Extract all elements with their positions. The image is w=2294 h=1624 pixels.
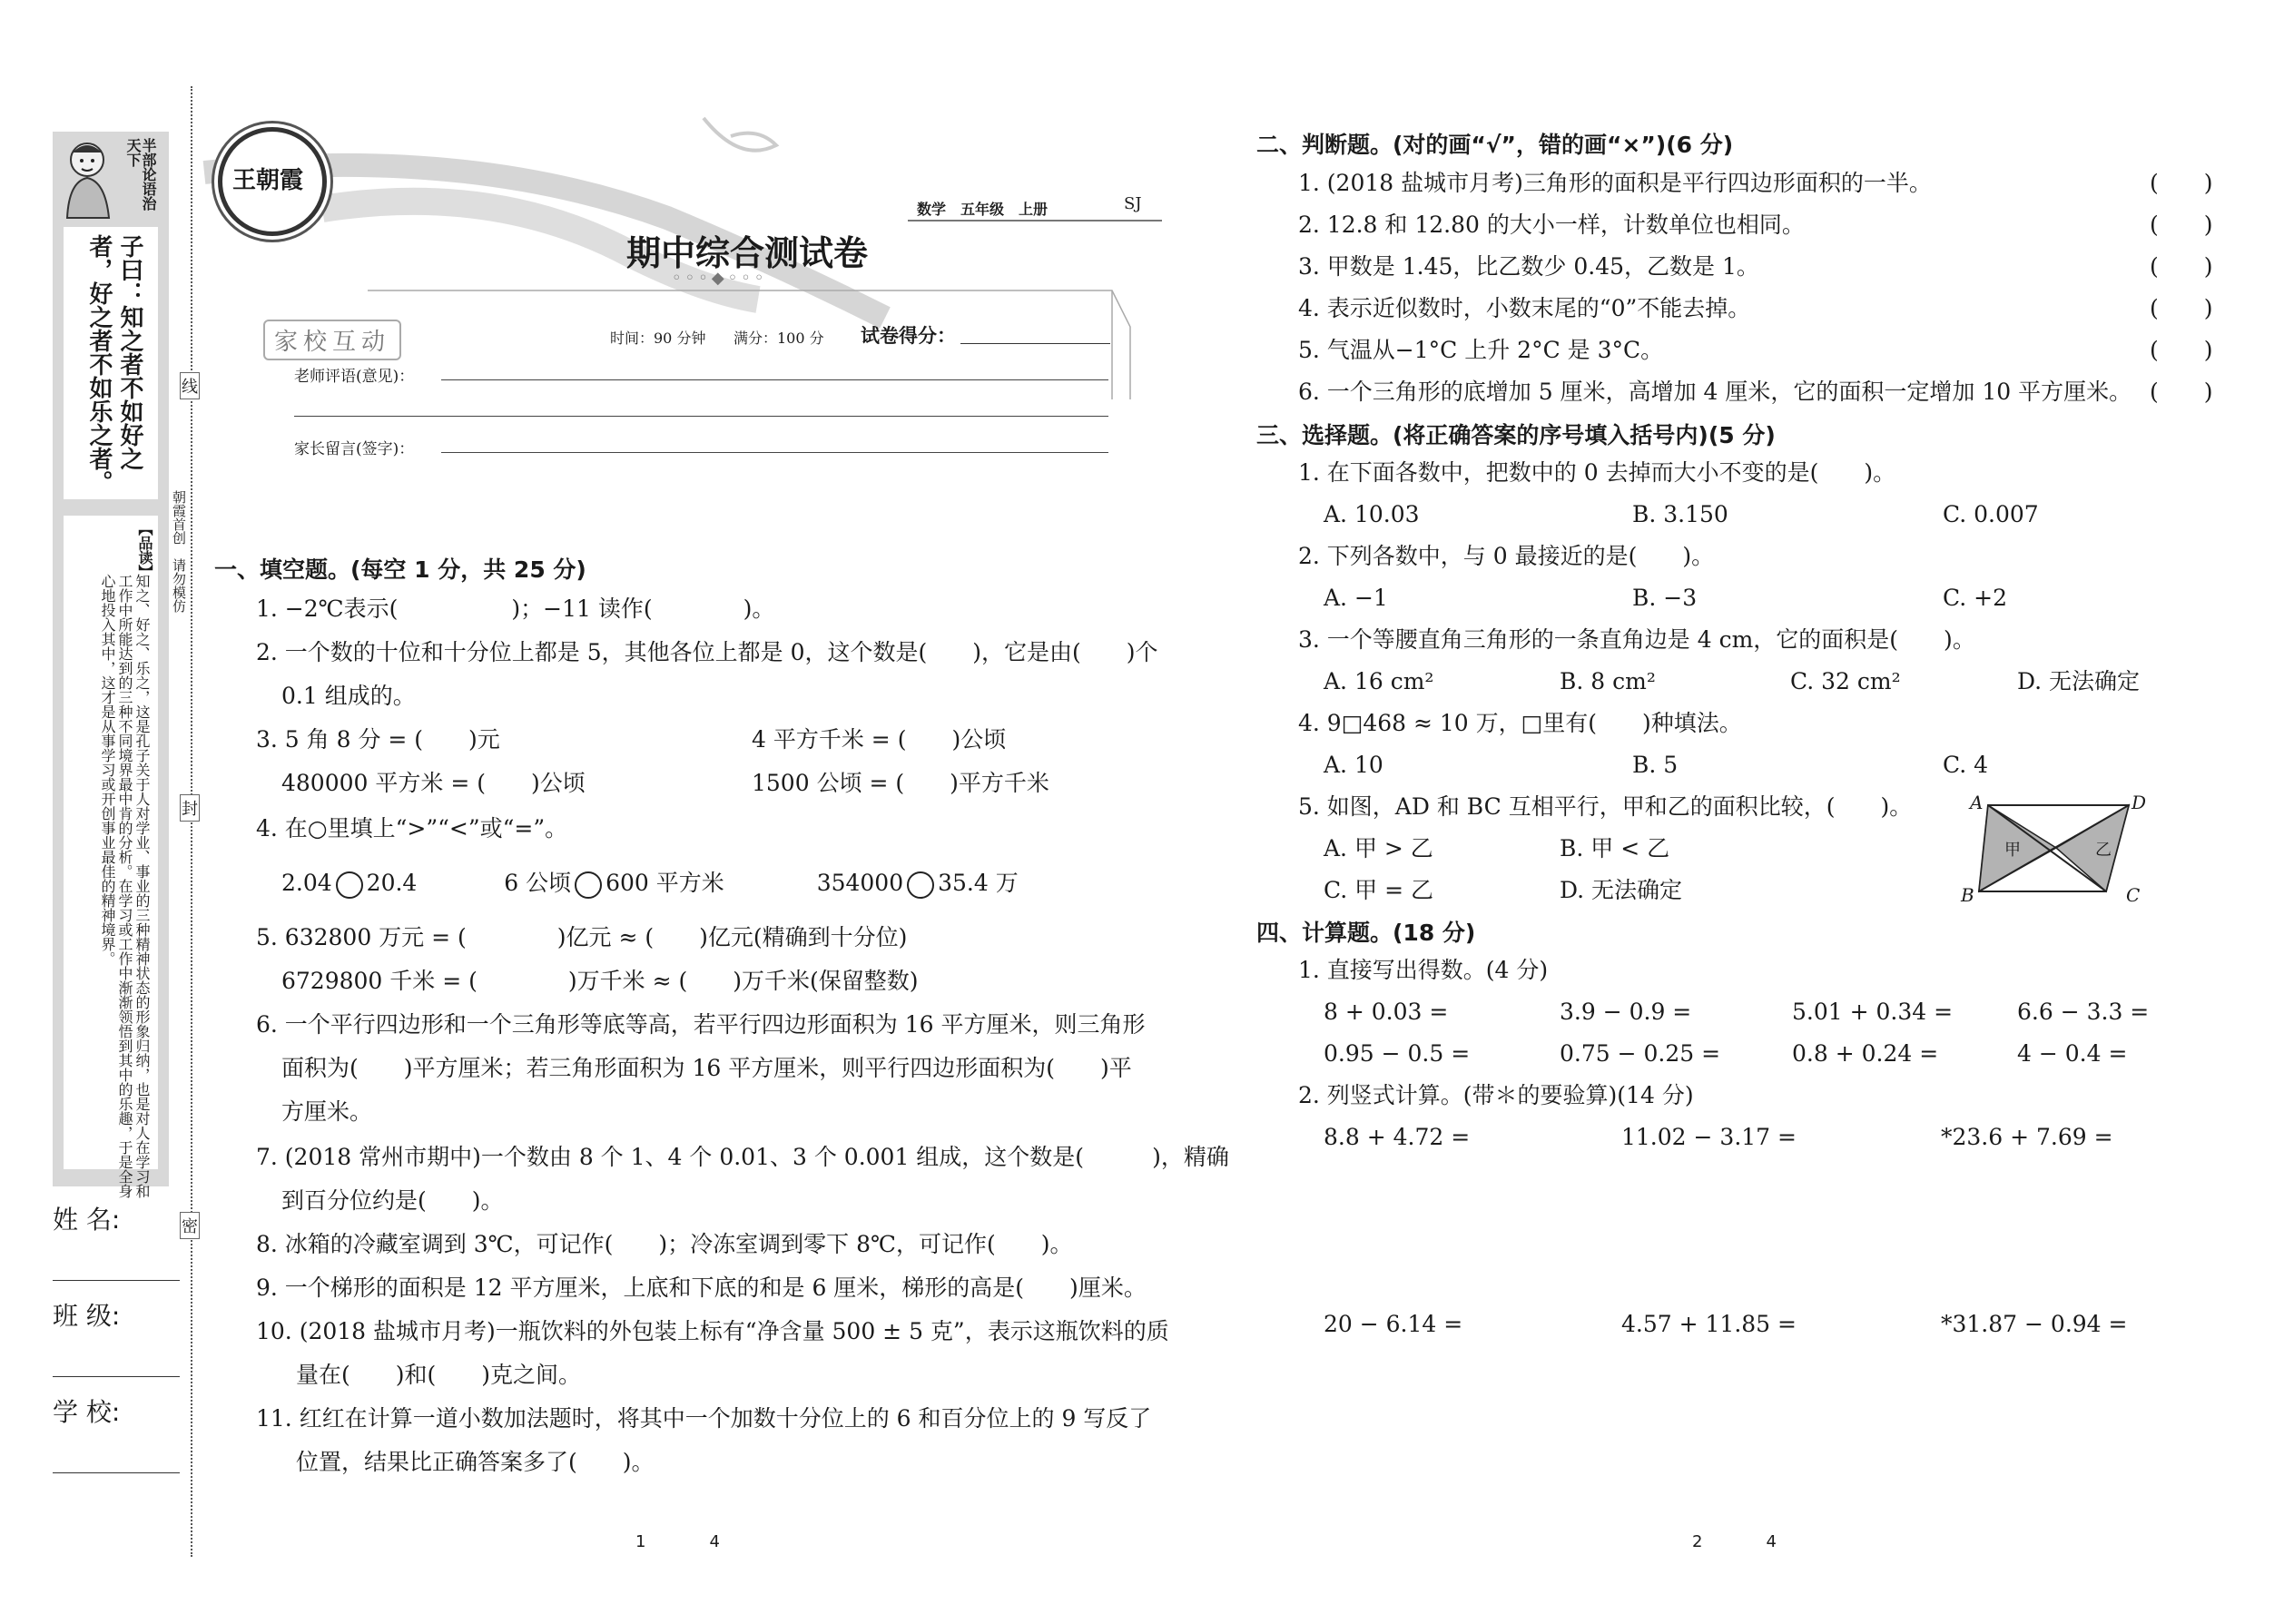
- choice-q5: 5. 如图，AD 和 BC 互相平行，甲和乙的面积比较，( )。: [1298, 793, 1913, 820]
- copy-notice: 朝霞首创 请勿模仿: [171, 490, 187, 613]
- judge-q4-bracket[interactable]: ( ): [2150, 295, 2213, 321]
- fill-q7a: 7. (2018 常州市期中)一个数由 8 个 1、4 个 0.01、3 个 0.001 组成，这个数是( )，精确: [256, 1144, 1229, 1170]
- direct-2: 3.9 − 0.9 =: [1560, 999, 1692, 1025]
- compare-3-right: 35.4 万: [938, 870, 1019, 896]
- choice-q3: 3. 一个等腰直角三角形的一条直角边是 4 cm，它的面积是( )。: [1298, 626, 1975, 653]
- section2-title: 二、判断题。(对的画“√”，错的画“×”)(6 分): [1256, 132, 1734, 158]
- fill-q9: 9. 一个梯形的面积是 12 平方厘米，上底和下底的和是 6 厘米，梯形的高是( )厘米。: [256, 1275, 1147, 1301]
- vertical-1: 8.8 + 4.72 =: [1324, 1124, 1471, 1150]
- name-field-label: 姓 名:: [53, 1205, 121, 1235]
- fill-q3b: 4 平方千米 = ( )公顷: [752, 726, 1007, 753]
- choice-q3-d[interactable]: D. 无法确定: [2017, 668, 2141, 694]
- judge-q5-bracket[interactable]: ( ): [2150, 337, 2213, 363]
- fill-q5a: 5. 632800 万元 = ( )亿元 ≈ ( )亿元(精确到十分位): [256, 924, 908, 950]
- choice-q2-c[interactable]: C. +2: [1943, 585, 2007, 611]
- choice-q5-d[interactable]: D. 无法确定: [1560, 877, 1683, 903]
- fill-q2: 2. 一个数的十位和十分位上都是 5，其他各位上都是 0，这个数是( )，它是由( )个: [256, 639, 1158, 665]
- judge-q1: 1. (2018 盐城市月考)三角形的面积是平行四边形面积的一半。: [1298, 170, 1932, 196]
- motto-top: 半部论语治天下: [124, 138, 157, 211]
- sidebar-reading-text: 知之、好之、乐之，这是孔子关于人对学业、事业的三种精神状态的形象归纳，也是对人在学习和工作中所能达到的三种不同境界最中肯的分析。在学习或工作中渐渐领悟到其中的乐趣，于是全身心地投入其中，这才是从事学习或开创事业最佳的精神境界。: [99, 574, 151, 1198]
- fill-q4-compare-row: [281, 870, 1019, 899]
- choice-q1-c[interactable]: C. 0.007: [1943, 501, 2039, 527]
- parent-comment-line[interactable]: [441, 452, 1108, 453]
- compare-2-right: 600 平方米: [605, 870, 724, 896]
- fill-q10a: 10. (2018 盐城市月考)一瓶饮料的外包装上标有“净含量 500 ± 5 克”，表示这瓶饮料的质: [256, 1318, 1169, 1344]
- choice-q1-a[interactable]: A. 10.03: [1324, 501, 1420, 527]
- publisher-logo-text: 王朝霞: [231, 167, 303, 194]
- compare-2-circle[interactable]: [575, 871, 602, 899]
- compare-3-left: 354000: [816, 870, 904, 896]
- score-label: 试卷得分：: [861, 325, 956, 347]
- book-meta: 数学 五年级 上册: [917, 201, 1049, 218]
- fill-q6a: 6. 一个平行四边形和一个三角形等底等高，若平行四边形面积为 16 平方厘米，则三角形: [256, 1011, 1146, 1038]
- right-page-total: 4: [1766, 1532, 1777, 1551]
- score-field[interactable]: [960, 343, 1110, 344]
- choice-q5-c[interactable]: C. 甲 = 乙: [1324, 877, 1433, 903]
- left-page-number: [635, 1532, 720, 1551]
- choice-q3-c[interactable]: C. 32 cm²: [1790, 668, 1901, 694]
- section4-title: 四、计算题。(18 分): [1256, 920, 1476, 946]
- left-page-current: 1: [635, 1532, 646, 1551]
- fold-mark-line: 线: [180, 372, 200, 399]
- figure-label-yi: 乙: [2095, 841, 2112, 860]
- fold-mark-secret: 密: [180, 1212, 200, 1239]
- choice-q2-a[interactable]: A. −1: [1324, 585, 1388, 611]
- fill-q6c: 方厘米。: [281, 1098, 373, 1125]
- judge-q3: 3. 甲数是 1.45，比乙数少 0.45，乙数是 1。: [1298, 253, 1759, 280]
- figure-label-a: A: [1970, 792, 1984, 813]
- sidebar-quote: 子曰：知之者不如好之者，好之者不如乐之者。: [85, 234, 143, 494]
- choice-q1: 1. 在下面各数中，把数中的 0 去掉而大小不变的是( )。: [1298, 459, 1896, 486]
- cut-line: [191, 86, 192, 1557]
- home-school-badge: 家校互动: [263, 320, 401, 360]
- vertical-6: *31.87 − 0.94 =: [1941, 1311, 2128, 1337]
- judge-q6: 6. 一个三角形的底增加 5 厘米，高增加 4 厘米，它的面积一定增加 10 平方厘米。: [1298, 379, 2132, 405]
- exam-time: 时间：90 分钟: [610, 330, 706, 347]
- judge-q1-bracket[interactable]: ( ): [2150, 170, 2213, 196]
- trapezoid-figure: [1961, 792, 2147, 910]
- choice-q4-a[interactable]: A. 10: [1324, 752, 1383, 778]
- compare-1-circle[interactable]: [336, 871, 363, 899]
- choice-q2: 2. 下列各数中，与 0 最接近的是( )。: [1298, 543, 1715, 569]
- meta-underline: [908, 220, 1162, 221]
- judge-q6-bracket[interactable]: ( ): [2150, 379, 2213, 405]
- figure-label-c: C: [2126, 884, 2141, 906]
- direct-6: 0.75 − 0.25 =: [1560, 1040, 1721, 1067]
- judge-q4: 4. 表示近似数时，小数末尾的“0”不能去掉。: [1298, 295, 1751, 321]
- fill-q8: 8. 冰箱的冷藏室调到 3℃，可记作( )；冷冻室调到零下 8℃，可记作( )。: [256, 1231, 1073, 1257]
- calc-sub1: 1. 直接写出得数。(4 分): [1298, 957, 1549, 983]
- compare-2-left: 6 公顷: [504, 870, 572, 896]
- calc-sub2: 2. 列竖式计算。(带＊的要验算)(14 分): [1298, 1082, 1694, 1108]
- judge-q2: 2. 12.8 和 12.80 的大小一样，计数单位也相同。: [1298, 212, 1805, 238]
- section1-title: 一、填空题。(每空 1 分，共 25 分): [214, 556, 586, 583]
- judge-q2-bracket[interactable]: ( ): [2150, 212, 2213, 238]
- teacher-comment-line-2[interactable]: [294, 416, 1108, 417]
- name-field-line[interactable]: [53, 1280, 180, 1281]
- fill-q1: 1. −2℃表示( )；−11 读作( )。: [256, 595, 775, 622]
- fill-q6b: 面积为( )平方厘米；若三角形面积为 16 平方厘米，则平行四边形面积为( )平: [281, 1055, 1132, 1081]
- choice-q4-c[interactable]: C. 4: [1943, 752, 1989, 778]
- title-dots: ◦◦◦◆◦◦◦: [672, 269, 768, 288]
- judge-q5: 5. 气温从−1°C 上升 2°C 是 3°C。: [1298, 337, 1664, 363]
- choice-q2-b[interactable]: B. −3: [1632, 585, 1698, 611]
- fill-q3d: 1500 公顷 = ( )平方千米: [752, 770, 1049, 796]
- parent-comment-label: 家长留言(签字)：: [294, 440, 415, 458]
- direct-3: 5.01 + 0.34 =: [1792, 999, 1954, 1025]
- choice-q4-b[interactable]: B. 5: [1632, 752, 1679, 778]
- sage-figure: [60, 136, 116, 220]
- fill-q4: 4. 在○里填上“>”“<”或“=”。: [256, 815, 568, 842]
- direct-8: 4 − 0.4 =: [2017, 1040, 2128, 1067]
- fill-q3c: 480000 平方米 = ( )公顷: [281, 770, 586, 796]
- compare-1-right: 20.4: [366, 870, 418, 896]
- fill-q5b: 6729800 千米 = ( )万千米 ≈ ( )万千米(保留整数): [281, 968, 919, 994]
- sidebar-fields: [53, 1200, 180, 1489]
- teacher-comment-label: 老师评语(意见)：: [294, 368, 415, 386]
- fill-q11a: 11. 红红在计算一道小数加法题时，将其中一个加数十分位上的 6 和百分位上的 9 写反了: [256, 1405, 1152, 1432]
- choice-q3-a[interactable]: A. 16 cm²: [1324, 668, 1434, 694]
- vertical-3: *23.6 + 7.69 =: [1941, 1124, 2113, 1150]
- class-field-label: 班 级:: [53, 1301, 121, 1331]
- exam-title: 期中综合测试卷: [626, 232, 869, 273]
- vertical-2: 11.02 − 3.17 =: [1621, 1124, 1797, 1150]
- compare-1-left: 2.04: [281, 870, 332, 896]
- school-field-line[interactable]: [53, 1472, 180, 1473]
- judge-q3-bracket[interactable]: ( ): [2150, 253, 2213, 280]
- right-page-number: [1692, 1532, 1777, 1551]
- choice-q3-b[interactable]: B. 8 cm²: [1560, 668, 1656, 694]
- fill-q3a: 3. 5 角 8 分 = ( )元: [256, 726, 500, 753]
- direct-7: 0.8 + 0.24 =: [1792, 1040, 1939, 1067]
- class-field-line[interactable]: [53, 1376, 180, 1377]
- compare-3-circle[interactable]: [907, 871, 934, 899]
- school-field-label: 学 校:: [53, 1397, 121, 1427]
- fill-q2-cont: 0.1 组成的。: [281, 683, 416, 709]
- exam-full-score: 满分：100 分: [733, 330, 824, 347]
- choice-q5-a[interactable]: A. 甲 > 乙: [1324, 835, 1433, 861]
- left-page-total: 4: [709, 1532, 720, 1551]
- direct-4: 6.6 − 3.3 =: [2017, 999, 2150, 1025]
- right-page-current: 2: [1692, 1532, 1703, 1551]
- teacher-comment-line-1[interactable]: [441, 379, 1108, 380]
- fill-q10b: 量在( )和( )克之间。: [296, 1362, 582, 1388]
- vertical-5: 4.57 + 11.85 =: [1621, 1311, 1797, 1337]
- section3-title: 三、选择题。(将正确答案的序号填入括号内)(5 分): [1256, 422, 1776, 448]
- direct-1: 8 + 0.03 =: [1324, 999, 1449, 1025]
- vertical-4: 20 − 6.14 =: [1324, 1311, 1463, 1337]
- figure-label-d: D: [2132, 792, 2147, 813]
- choice-q1-b[interactable]: B. 3.150: [1632, 501, 1728, 527]
- figure-label-jia: 甲: [2004, 841, 2021, 860]
- fill-q11b: 位置，结果比正确答案多了( )。: [296, 1449, 655, 1475]
- fill-q7b: 到百分位约是( )。: [281, 1187, 504, 1214]
- fold-mark-seal: 封: [180, 794, 200, 822]
- sidebar-reading-label: 【品读】: [136, 521, 153, 579]
- figure-label-b: B: [1961, 884, 1974, 906]
- direct-5: 0.95 − 0.5 =: [1324, 1040, 1471, 1067]
- choice-q4: 4. 9□468 ≈ 10 万，□里有( )种填法。: [1298, 710, 1742, 736]
- edition-badge: SJ: [1124, 194, 1142, 213]
- choice-q5-b[interactable]: B. 甲 < 乙: [1560, 835, 1670, 861]
